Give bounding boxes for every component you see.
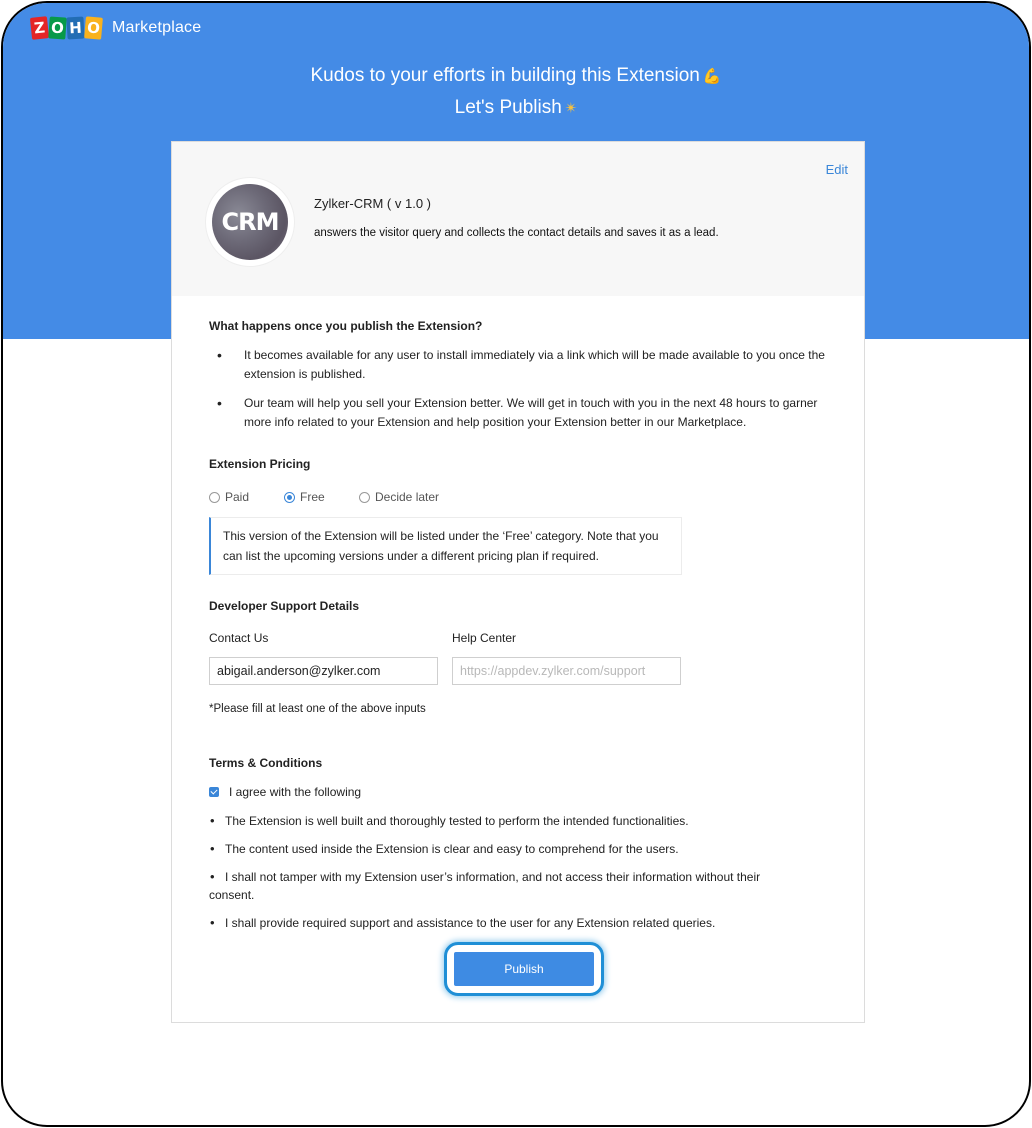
radio-icon[interactable] (284, 492, 295, 503)
terms-list (209, 812, 789, 942)
list-item: • It becomes available for any user to install immediately via a link which will be made available to you once the extension is published. (209, 346, 839, 384)
extension-summary (172, 142, 864, 296)
brand[interactable] (31, 17, 201, 39)
list-item: • The content used inside the Extension is clear and easy to comprehend for the users. (209, 840, 789, 858)
list-item: • Our team will help you sell your Extension better. We will get in touch with you in the next 48 hours to garner more info related to your Extension and help position your Extension better in our Marketplace. (209, 394, 839, 432)
contact-us-input[interactable] (209, 657, 438, 685)
radio-icon[interactable] (359, 492, 370, 503)
help-center-input[interactable] (452, 657, 681, 685)
headline-text: Kudos to your efforts in building this Extension (310, 65, 700, 86)
section-title-what-happens: What happens once you publish the Extension? (209, 319, 483, 333)
radio-label: Free (300, 490, 325, 504)
section-title-pricing: Extension Pricing (209, 457, 311, 471)
section-title-support: Developer Support Details (209, 599, 360, 613)
edit-link[interactable]: Edit (825, 162, 848, 177)
headline-line-1 (3, 65, 1029, 87)
list-item: • I shall not tamper with my Extension user’s information, and not access their information without their consent. (209, 868, 789, 904)
flexed-biceps-icon: 💪 (702, 68, 722, 85)
help-center-label: Help Center (452, 631, 517, 645)
radio-icon[interactable] (209, 492, 220, 503)
extension-description: answers the visitor query and collects the contact details and saves it as a lead. (314, 227, 719, 239)
pricing-note: This version of the Extension will be listed under the ‘Free’ category. Note that you can list the upcoming versions under a different pricing plan if required. (209, 517, 682, 575)
brand-name: Marketplace (112, 19, 202, 36)
zoho-logo (31, 17, 102, 39)
window-frame (1, 1, 1031, 1127)
support-hint: *Please fill at least one of the above inputs (209, 703, 426, 715)
radio-label: Decide later (375, 490, 440, 504)
list-item: • The Extension is well built and thoroughly tested to perform the intended functionalities. (209, 812, 789, 830)
agree-checkbox[interactable] (209, 787, 219, 797)
logo-letter: O (84, 16, 103, 39)
contact-us-label: Contact Us (209, 631, 269, 645)
section-title-terms: Terms & Conditions (209, 756, 323, 770)
pricing-radio-group (209, 490, 439, 504)
list-item: • I shall provide required support and assistance to the user for any Extension related queries. (209, 914, 789, 932)
publish-button[interactable]: Publish (454, 952, 594, 986)
publish-card (171, 141, 865, 1023)
extension-avatar (206, 178, 294, 266)
publish-highlight (444, 942, 604, 996)
sparkle-icon: ✴ (564, 100, 578, 117)
headline-text: Let's Publish (454, 97, 562, 118)
radio-decide-later[interactable] (359, 490, 439, 504)
logo-letter: H (66, 17, 84, 40)
avatar: CRM (212, 184, 288, 260)
radio-free[interactable] (284, 490, 359, 504)
logo-letter: Z (30, 16, 49, 40)
logo-letter: O (48, 16, 66, 39)
radio-label: Paid (225, 490, 250, 504)
radio-paid[interactable] (209, 490, 284, 504)
what-happens-list (209, 346, 839, 442)
extension-name: Zylker-CRM ( v 1.0 ) (314, 196, 431, 211)
agree-label[interactable]: I agree with the following (229, 785, 362, 799)
headline-line-2 (3, 97, 1029, 119)
